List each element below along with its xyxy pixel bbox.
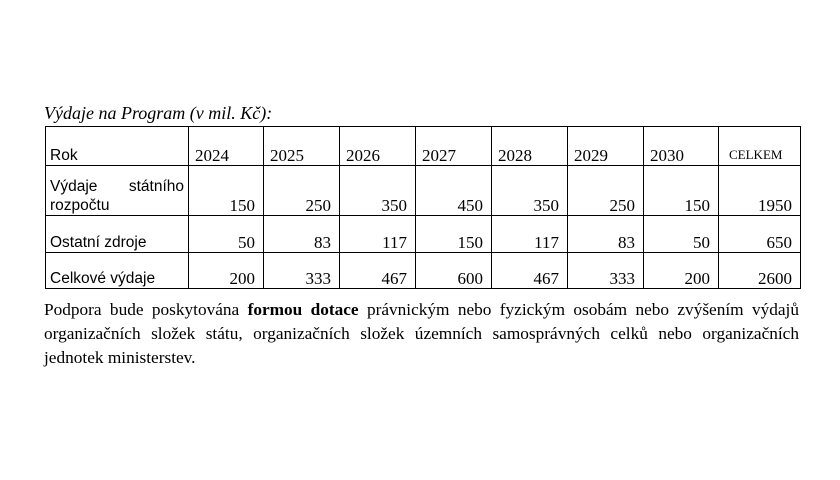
table-cell: 450 [416,166,492,216]
row-total: 1950 [719,166,801,216]
table-cell: 467 [492,253,568,289]
year-header: 2027 [416,127,492,166]
header-label: Rok [46,127,189,166]
table-cell: 333 [264,253,340,289]
table-cell: 250 [264,166,340,216]
table-cell: 200 [644,253,719,289]
table-cell: 83 [264,216,340,253]
table-header-row [46,127,801,166]
row-total: 650 [719,216,801,253]
table-cell: 117 [492,216,568,253]
table-row [46,166,801,216]
table-cell: 333 [568,253,644,289]
year-header: 2029 [568,127,644,166]
table-cell: 50 [189,216,264,253]
table-row [46,216,801,253]
total-header: CELKEM [719,127,801,166]
table-cell: 467 [340,253,416,289]
row-label: Celkové výdaje [46,253,189,289]
table-cell: 150 [189,166,264,216]
table-cell: 50 [644,216,719,253]
row-total: 2600 [719,253,801,289]
row-label: Výdaje státního rozpočtu [46,166,189,216]
table-cell: 600 [416,253,492,289]
table-caption: Výdaje na Program (v mil. Kč): [44,103,273,123]
row-label: Ostatní zdroje [46,216,189,253]
table-cell: 150 [644,166,719,216]
year-header: 2030 [644,127,719,166]
table-row [46,253,801,289]
expenses-table [45,126,801,289]
paragraph-text: právnickým nebo fyzickým osobám nebo zvýšením výdajů organizačních složek státu, organizačních složek územních samosprávných celků nebo organizačních jednotek ministerstev. [44,300,799,367]
table-cell: 350 [340,166,416,216]
body-paragraph [44,298,799,370]
table-cell: 250 [568,166,644,216]
table-cell: 350 [492,166,568,216]
year-header: 2028 [492,127,568,166]
year-header: 2025 [264,127,340,166]
table-cell: 150 [416,216,492,253]
paragraph-text: Podpora bude poskytována [44,300,248,319]
table-cell: 200 [189,253,264,289]
table-cell: 117 [340,216,416,253]
year-header: 2026 [340,127,416,166]
table-cell: 83 [568,216,644,253]
paragraph-bold-text: formou dotace [247,300,359,319]
year-header: 2024 [189,127,264,166]
